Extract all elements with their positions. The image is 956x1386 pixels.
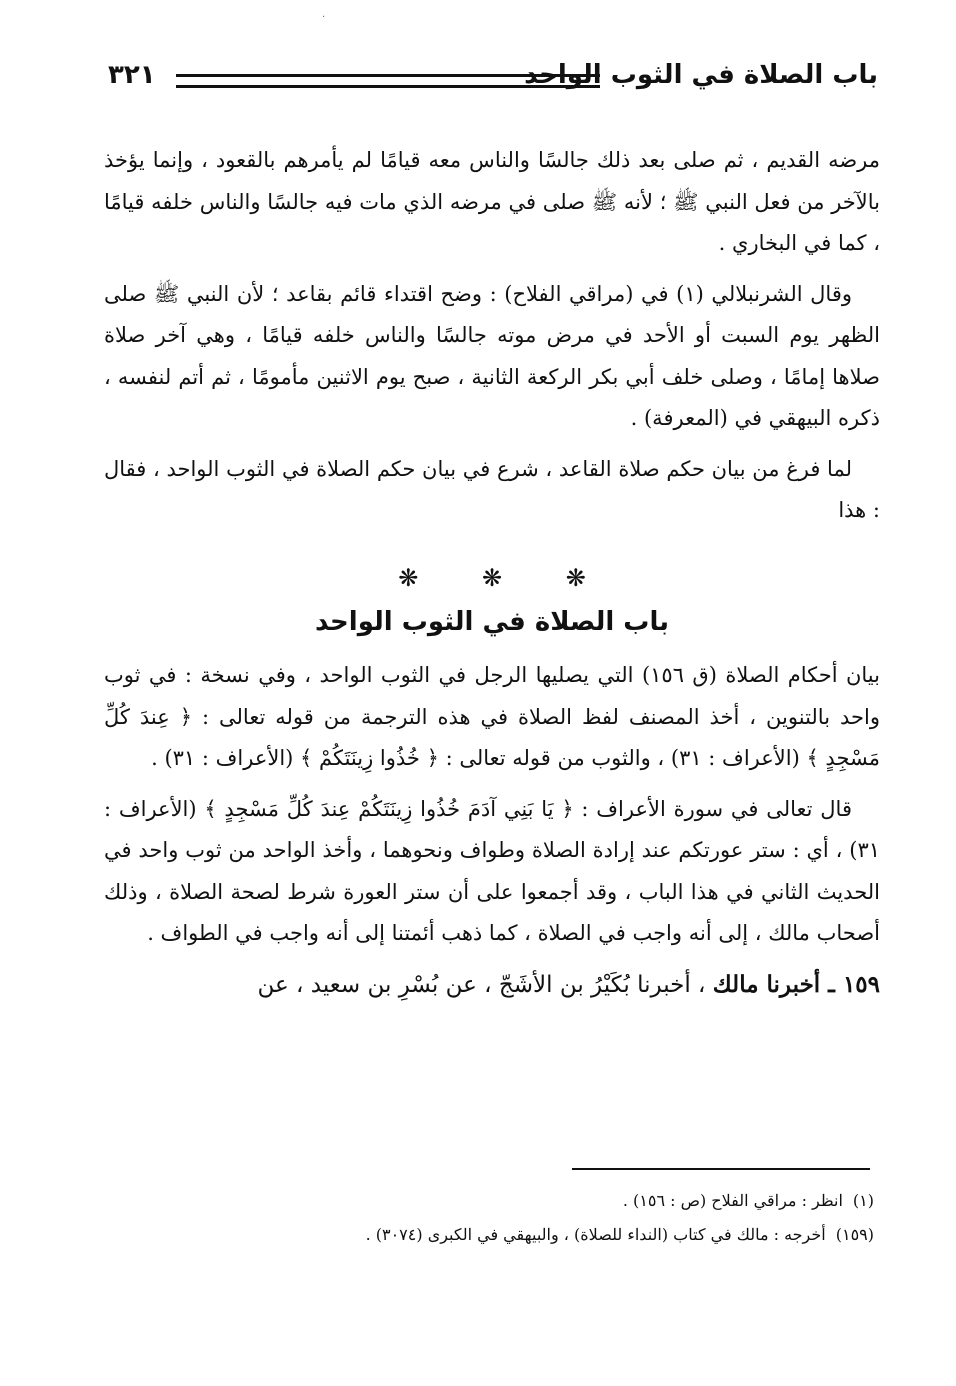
section-title: باب الصلاة في الثوب الواحد (315, 606, 669, 637)
footnote-rule (572, 1168, 870, 1170)
header-rule (176, 74, 600, 88)
footnote (104, 1184, 874, 1218)
footnote-text: أخرجه : مالك في كتاب (النداء للصلاة) ، والبيهقي في الكبرى (٣٠٧٤) . (365, 1225, 826, 1244)
footnote (104, 1218, 874, 1252)
footnote-number: (١) (852, 1191, 874, 1210)
page-number: ٣٢١ (108, 60, 156, 90)
hadith-chain: ، أخبرنا بُكَيْرُ بن الأشَجّ ، عن بُسْرِ بن سعيد ، عن (257, 971, 713, 998)
star-ornament: ❋ (398, 563, 419, 592)
running-header (108, 60, 878, 104)
paragraph-1: مرضه القديم ، ثم صلى بعد ذلك جالسًا والناس معه قيامًا لم يأمرهم بالقعود ، وإنما يؤخذ بالآخر من فعل النبي ﷺ ؛ لأنه ﷺ صلى في مرضه الذي مات فيه جالسًا والناس خلفه قيامًا ، كما في البخاري . (104, 148, 880, 255)
paragraph-2: وقال الشرنبلالي (١) في (مراقي الفلاح) : وضح اقتداء قائم بقاعد ؛ لأن النبي ﷺ صلى الظهر يوم السبت أو الأحد في مرض موته جالسًا والناس خلفه قيامًا ، وهي آخر صلاة صلاها إمامًا ، وصلى خلف أبي بكر الركعة الثانية ، صبح يوم الاثنين مأمومًا ، ثم أتم لنفسه ، ذكره البيهقي في (المعرفة) . (104, 281, 880, 430)
paragraph-5: قال تعالى في سورة الأعراف : ﴿ يَا بَنِي آدَمَ خُذُوا زِينَتَكُمْ عِندَ كُلِّ مَسْجِدٍ ﴾ (الأعراف : ٣١) ، أي : ستر عورتكم عند إرادة الصلاة وطواف ونحوهما ، وأخذ الواحد من ثوب واحد في الحديث الثاني في هذا الباب ، وقد أجمعوا على أن ستر العورة شرط لصحة الصلاة ، وذلك أصحاب مالك ، إلى أنه واجب في الصلاة ، كما ذهب أئمتنا إلى أنه واجب في الطواف . (104, 796, 880, 945)
hadith-number: ١٥٩ ـ أخبرنا مالك (712, 970, 880, 998)
star-ornament: ❋ (565, 563, 586, 592)
footnotes (104, 1184, 874, 1252)
footnote-text: انظر : مراقي الفلاح (ص : ١٥٦) . (622, 1191, 843, 1210)
star-ornament: ❋ (481, 563, 503, 592)
main-text (104, 140, 880, 1015)
scan-dot: · (322, 12, 326, 23)
hadith-paragraph (104, 964, 880, 1007)
section-separator (104, 558, 880, 592)
paragraph-4: بيان أحكام الصلاة (ق ١٥٦) التي يصليها الرجل في الثوب الواحد ، وفي نسخة : في ثوب واحد بالتنوين ، أخذ المصنف لفظ الصلاة في هذه الترجمة من قوله تعالى : ﴿ عِندَ كُلِّ مَسْجِدٍ ﴾ (الأعراف : ٣١) ، والثوب من قوله تعالى : ﴿ خُذُوا زِينَتَكُمْ ﴾ (الأعراف : ٣١) . (104, 663, 880, 770)
footnote-number: (١٥٩) (835, 1225, 874, 1244)
paragraph-3: لما فرغ من بيان حكم صلاة القاعد ، شرع في بيان حكم الصلاة في الثوب الواحد ، فقال : هذا (104, 456, 880, 522)
header-title: باب الصلاة في الثوب الواحد (524, 60, 878, 90)
